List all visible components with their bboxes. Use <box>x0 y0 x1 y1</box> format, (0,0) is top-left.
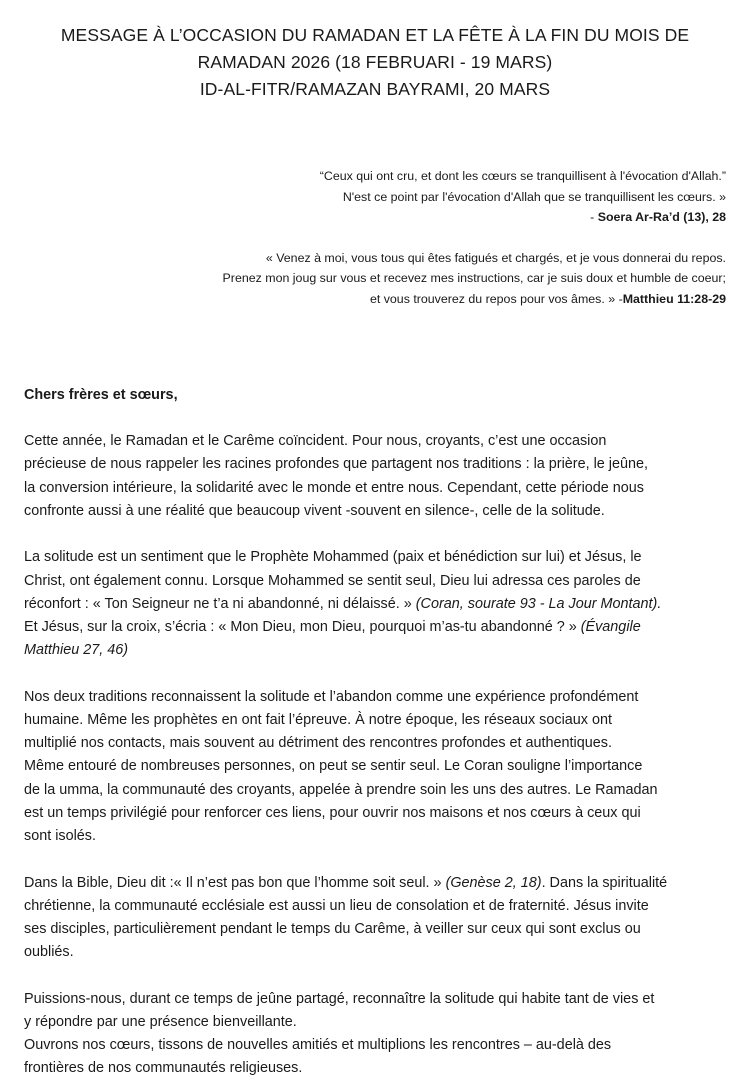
source-dash: - <box>590 210 598 224</box>
text-line: la conversion intérieure, la solidarité avec le monde et entre nous. Cependant, cette période nous <box>24 479 644 496</box>
epigraph-source-line <box>86 207 726 228</box>
paragraph-2 <box>24 546 730 662</box>
text-span: Dans la Bible, Dieu dit :« Il n’est pas bon que l’homme soit seul. » <box>24 874 446 891</box>
epigraph-source-line <box>86 289 726 310</box>
text-line <box>24 616 730 639</box>
text-span: . Dans la spiritualité <box>541 874 668 891</box>
citation: (Genèse 2, 18) <box>445 874 542 891</box>
document-title <box>0 22 750 103</box>
title-line: ID-AL-FITR/RAMAZAN BAYRAMI, 20 MARS <box>199 79 551 99</box>
epigraph-line: N'est ce point par l'évocation d'Allah que se tranquillisent les cœurs. » <box>342 189 726 204</box>
text-line <box>24 593 730 616</box>
paragraph-4 <box>24 872 730 965</box>
citation: Matthieu 27, 46) <box>24 642 128 659</box>
text-line: Nos deux traditions reconnaissent la solitude et l’abandon comme une expérience profondément <box>24 688 639 705</box>
text-line: Puissions-nous, durant ce temps de jeûne partagé, reconnaître la solitude qui habite tant de vies et <box>24 990 655 1007</box>
text-line: humaine. Même les prophètes en ont fait l’épreuve. À notre époque, les réseaux sociaux ont <box>24 712 612 729</box>
epigraph-source: Matthieu 11:28-29 <box>622 291 726 306</box>
paragraph-3 <box>24 686 730 848</box>
epigraph-quran <box>86 166 726 228</box>
text-line: précieuse de nous rappeler les racines profondes que partagent nos traditions : la prière, le jeûne, <box>24 456 648 473</box>
text-line: ses disciples, particulièrement pendant le temps du Carême, à veiller sur ceux qui sont exclus ou <box>24 921 641 938</box>
text-line: oubliés. <box>24 944 74 961</box>
text-line: multiplié nos contacts, mais souvent au détriment des rencontres profondes et authentiques. <box>24 735 612 752</box>
text-line: Cette année, le Ramadan et le Carême coïncident. Pour nous, croyants, c’est une occasion <box>24 433 607 450</box>
text-line: de la umma, la communauté des croyants, appelée à prendre soin les uns des autres. Le Ramadan <box>24 781 658 798</box>
text-line: La solitude est un sentiment que le Prophète Mohammed (paix et bénédiction sur lui) et Jésus, le <box>24 549 642 566</box>
text-line: sont isolés. <box>24 828 96 845</box>
epigraph-line: “Ceux qui ont cru, et dont les cœurs se tranquillisent à l'évocation d'Allah.” <box>319 169 726 183</box>
paragraph-1 <box>24 430 730 523</box>
text-line <box>24 639 730 662</box>
letter-body <box>24 384 730 1081</box>
text-line: frontières de nos communautés religieuses. <box>24 1060 303 1077</box>
paragraph-5 <box>24 988 730 1081</box>
epigraphs <box>86 166 726 309</box>
text-span: réconfort : « Ton Seigneur ne t’a ni abandonné, ni délaissé. » <box>24 595 416 612</box>
text-line: est un temps privilégié pour renforcer ces liens, pour ouvrir nos maisons et nos cœurs à ceux qui <box>24 804 641 821</box>
text-line: y répondre par une présence bienveillante. <box>24 1014 297 1031</box>
text-span: Et Jésus, sur la croix, s’écria : « Mon Dieu, mon Dieu, pourquoi m’as-tu abandonné ? » <box>24 619 581 636</box>
text-line: confronte aussi à une réalité que beaucoup vivent -souvent en silence-, celle de la solitude. <box>24 502 605 519</box>
text-line: chrétienne, la communauté ecclésiale est aussi un lieu de consolation et de fraternité. Jésus invite <box>24 897 649 914</box>
epigraph-matthew <box>86 248 726 310</box>
greeting: Chers frères et sœurs, <box>24 387 178 403</box>
text-line: Christ, ont également connu. Lorsque Mohammed se sentit seul, Dieu lui adressa ces paroles de <box>24 572 641 589</box>
citation: (Évangile <box>580 619 641 636</box>
epigraph-source: Soera Ar-Ra’d (13), 28 <box>597 210 726 224</box>
epigraph-line: Prenez mon joug sur vous et recevez mes instructions, car je suis doux et humble de coeur; <box>222 271 726 285</box>
title-line: MESSAGE À L’OCCASION DU RAMADAN ET LA FÊTE À LA FIN DU MOIS DE <box>60 25 690 45</box>
citation: (Coran, sourate 93 - La Jour Montant). <box>415 595 662 612</box>
text-line: Ouvrons nos cœurs, tissons de nouvelles amitiés et multiplions les rencontres – au-delà des <box>24 1037 612 1054</box>
text-line <box>24 872 730 895</box>
title-line: RAMADAN 2026 (18 FEBRUARI - 19 MARS) <box>197 52 553 72</box>
epigraph-line: « Venez à moi, vous tous qui êtes fatigués et chargés, et je vous donnerai du repos. <box>265 250 726 265</box>
text-line: Même entouré de nombreuses personnes, on peut se sentir seul. Le Coran souligne l’importance <box>24 758 643 775</box>
epigraph-line: et vous trouverez du repos pour vos âmes. » - <box>369 291 623 306</box>
